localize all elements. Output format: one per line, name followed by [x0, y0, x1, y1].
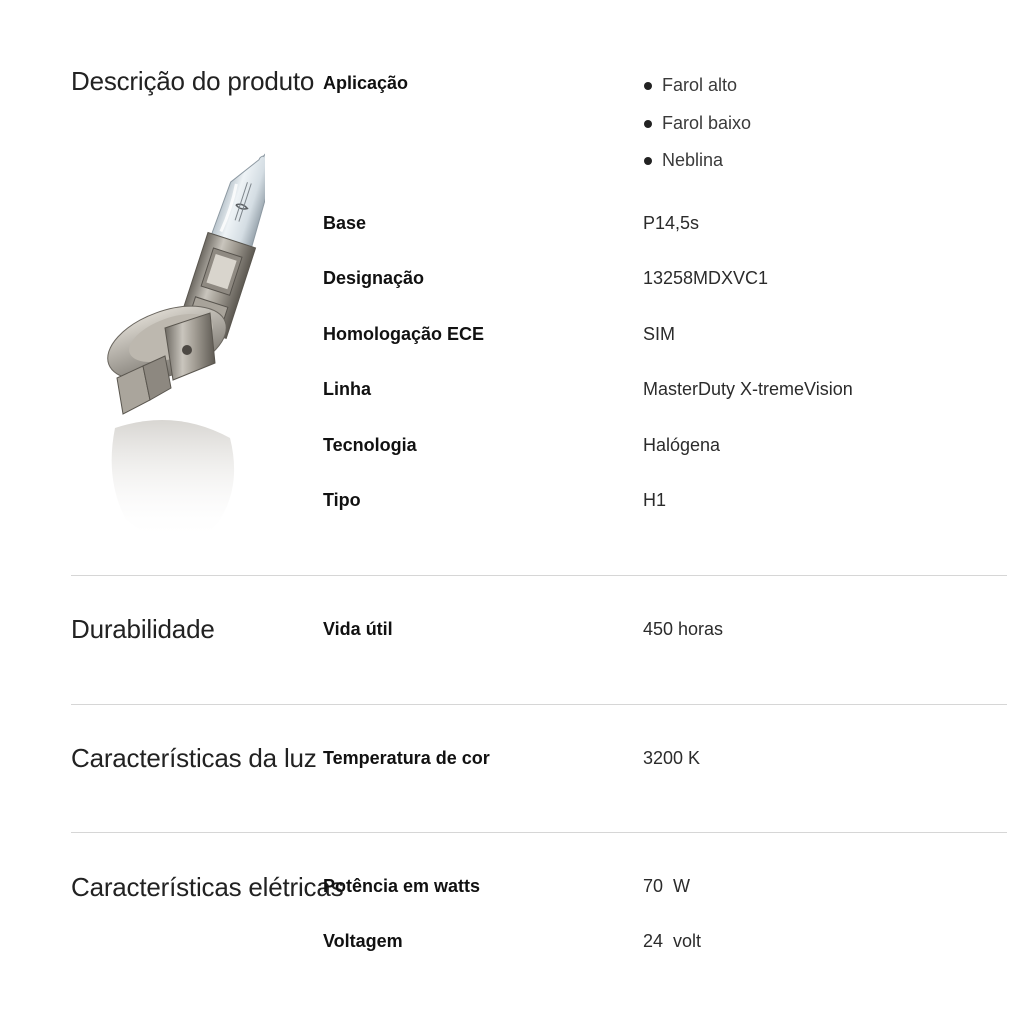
spec-label: Base: [323, 213, 367, 233]
spec-label: Tipo: [323, 490, 361, 510]
spec-value: H1: [643, 490, 667, 510]
section-divider: [71, 575, 1007, 576]
spec-value: Halógena: [643, 435, 721, 455]
spec-label: Potência em watts: [323, 876, 481, 896]
list-item: [643, 73, 751, 111]
spec-value: 24 volt: [643, 931, 702, 951]
spec-row-lifetime: [323, 619, 936, 643]
spec-row-base: [323, 213, 936, 237]
spec-label: Homologação ECE: [323, 324, 485, 344]
list-item-text: Farol baixo: [662, 112, 752, 133]
section-divider: [71, 832, 1007, 833]
bullet-icon: [644, 157, 652, 165]
spec-value: SIM: [643, 324, 676, 344]
spec-label: Aplicação: [323, 73, 409, 93]
application-list: [643, 73, 751, 186]
spec-label: Temperatura de cor: [323, 748, 490, 768]
spec-value: MasterDuty X-tremeVision: [643, 379, 853, 399]
spec-label: Voltagem: [323, 931, 403, 951]
list-item-text: Farol alto: [662, 75, 738, 95]
spec-row-ece-homologation: [323, 324, 936, 348]
spec-value: 70 W: [643, 876, 691, 896]
spec-row-wattage: [323, 876, 936, 900]
spec-row-line: [323, 379, 936, 403]
bullet-icon: [644, 120, 652, 128]
list-item-text: Neblina: [662, 150, 724, 170]
spec-label: Designação: [323, 268, 425, 288]
spec-value: 13258MDXVC1: [643, 268, 769, 288]
section-title: Durabilidade: [71, 614, 215, 644]
spec-row-technology: [323, 435, 936, 459]
spec-row-color-temperature: [323, 748, 936, 772]
list-item: [643, 111, 751, 149]
spec-label: Tecnologia: [323, 435, 417, 455]
list-item: [643, 148, 751, 186]
spec-value: P14,5s: [643, 213, 700, 233]
h1-halogen-bulb-icon: [95, 138, 265, 548]
spec-label: Vida útil: [323, 619, 393, 639]
section-divider: [71, 704, 1007, 705]
spec-value: 3200 K: [643, 748, 701, 768]
section-title: Características da luz: [71, 743, 317, 773]
spec-row-application: [323, 73, 936, 183]
spec-label: Linha: [323, 379, 371, 399]
section-title: Descrição do produto: [71, 66, 315, 96]
spec-row-voltage: [323, 931, 936, 955]
section-title: Características elétricas: [71, 872, 344, 902]
bullet-icon: [644, 82, 652, 90]
spec-row-designation: [323, 268, 936, 292]
spec-row-type: [323, 490, 936, 514]
spec-value: 450 horas: [643, 619, 724, 639]
